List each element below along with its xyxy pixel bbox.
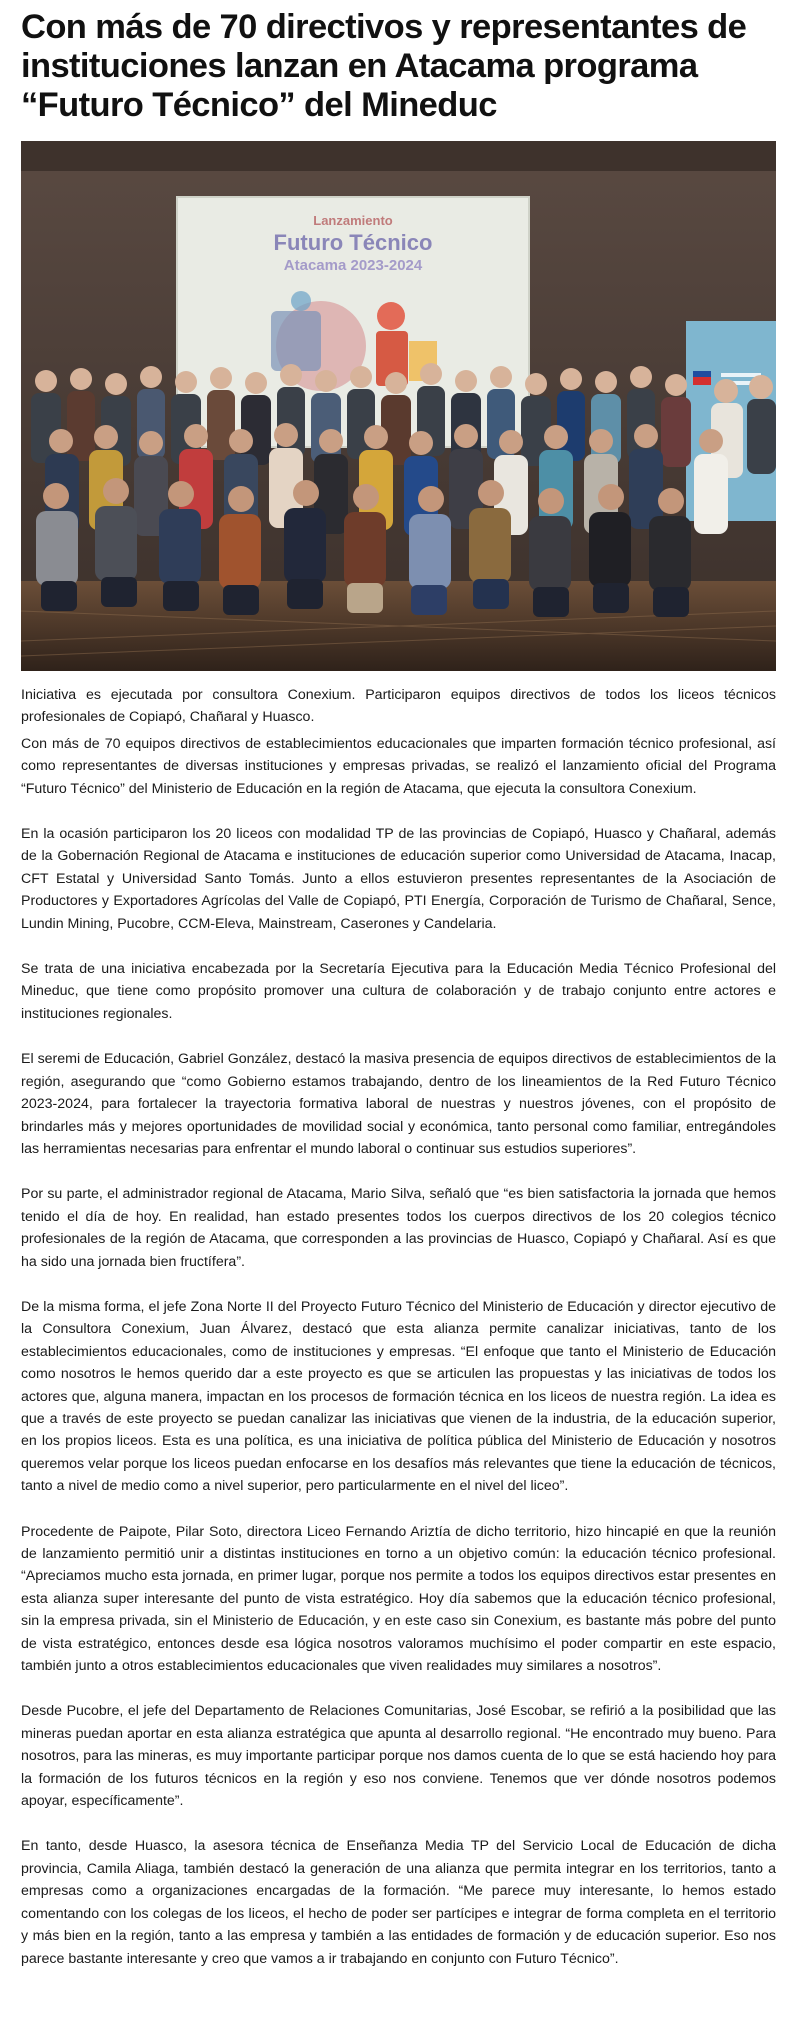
article-paragraph-4: El seremi de Educación, Gabriel González, destacó la masiva presencia de equipos directivos de establecimientos de la región, asegurando que “como Gobierno estamos trabajando, dentro de los lineamientos de la Red Futuro Técnico 2023-2024, para fortalecer la trayectoria formativa laboral de nuestras y nuestros jóvenes, con el propósito de brindarles más y mejores oportunidades de movilidad social y económica, tanto personal como familiar, entregándoles las herramientas necesarias para enfrentar el mundo laboral o continuar sus estudios superiores”. (21, 1051, 776, 1157)
article-paragraph-5: Por su parte, el administrador regional de Atacama, Mario Silva, señaló que “es bien satisfactoria la jornada que hemos tenido el día de hoy. En realidad, han estado presentes todos los cuerpos directivos de los 20 colegios técnico profesionales de la región de Atacama, que corresponden a las provincias de Huasco, Copiapó y Chañaral. Así es que ha sido una jornada bien fructífera”. (21, 1186, 776, 1270)
article-body (21, 684, 776, 1993)
article-paragraph-6: De la misma forma, el jefe Zona Norte II del Proyecto Futuro Técnico del Ministerio de Educación y director ejecutivo de la Consultora Conexium, Juan Álvarez, destacó que esta alianza permite canalizar iniciativas, tanto de los establecimientos educacionales, como de instituciones y empresas. “El enfoque que tanto el Ministerio de Educación como nosotros le hemos querido dar a este proyecto es que se articulen las propuestas y las iniciativas de todos los actores que, alguna manera, impactan en los procesos de formación técnica en los liceos de nuestra región. La idea es que a través de este proyecto se puedan canalizar las iniciativas que vienen de la industria, de la educación superior, en los propios liceos. Esta es una política, es una iniciativa de política pública del Ministerio de Educación y nosotros queremos velar porque los liceos puedan enfocarse en los desafíos más relevantes que tiene la educación de técnicos, tanto a nivel de medio como a nivel superior, pero particularmente en el nivel del liceo”. (21, 1298, 776, 1495)
article-lead: Iniciativa es ejecutada por consultora Conexium. Participaron equipos directivos de todos los liceos técnicos profesionales de Copiapó, Chañaral y Huasco. (21, 687, 776, 726)
screen-line-1: Lanzamiento (313, 213, 393, 228)
article-photo (21, 141, 776, 671)
article-title: Con más de 70 directivos y representantes de instituciones lanzan en Atacama programa “Futuro Técnico” del Mineduc (21, 8, 747, 124)
article-paragraph-3: Se trata de una iniciativa encabezada por la Secretaría Ejecutiva para la Educación Media Técnico Profesional del Mineduc, que tiene como propósito promover una cultura de colaboración y de trabajo conjunto entre actores e instituciones regionales. (21, 961, 776, 1022)
article-paragraph-7: Procedente de Paipote, Pilar Soto, directora Liceo Fernando Ariztía de dicho territorio, hizo hincapié en que la reunión de lanzamiento permitió unir a distintas instituciones en torno a un objetivo común: la educación técnico profesional. “Apreciamos mucho esta jornada, en primer lugar, porque nos permite a todos los equipos directivos estar presentes en esta alianza super interesante del punto de vista estratégico. Hoy día sabemos que la educación técnico profesional, sin la empresa privada, sin el Ministerio de Educación, y en este caso sin Conexium, es bastante más pobre del punto de vista estratégico, entonces desde esa lógica nosotros valoramos muchísimo el poder compartir en este espacio, también junto a otros establecimientos educacionales que viven realidades muy similares a nosotros”. (21, 1523, 776, 1675)
article-paragraph-8: Desde Pucobre, el jefe del Departamento de Relaciones Comunitarias, José Escobar, se refirió a la posibilidad que las mineras puedan aportar en esta alianza estratégica que apunta al desarrollo regional. “He encontrado muy bueno. Para nosotros, para las mineras, es muy importante participar porque nos damos cuenta de lo que se está haciendo hoy para la formación de los futuros técnicos en la región y eso nos conviene. Tenemos que ver dónde nosotros podemos apoyar, específicamente”. (21, 1703, 776, 1810)
article-paragraph-9: En tanto, desde Huasco, la asesora técnica de Enseñanza Media TP del Servicio Local de Educación de dicha provincia, Camila Aliaga, también destacó la generación de una alianza que permita integrar en los territorios, tanto a empresas como a organizaciones encargadas de la formación. “Me parece muy interesante, lo hemos estado comentando con los colegas de los liceos, el hecho de poder ser partícipes e integrar de forma completa en el territorio y más bien en la región, tanto a las empresa y también a las entidades de formación y de educación superior. Eso nos parece bastante interesante y creo que vamos a ir trabajando en conjunto con Futuro Técnico”. (21, 1838, 776, 1967)
article-paragraph-1: Con más de 70 equipos directivos de establecimientos educacionales que imparten formación técnico profesional, así como representantes de diversas instituciones y empresas privadas, se realizó el lanzamiento oficial del Programa “Futuro Técnico” del Ministerio de Educación en la región de Atacama, que ejecuta la consultora Conexium. (21, 735, 776, 797)
article-paragraph-2: En la ocasión participaron los 20 liceos con modalidad TP de las provincias de Copiapó, Huasco y Chañaral, además de la Gobernación Regional de Atacama e instituciones de educación superior como Universidad de Atacama, Inacap, CFT Estatal y Universidad Santo Tomás. Junto a ellos estuvieron presentes representantes de la Asociación de Productores y Exportadores Agrícolas del Valle de Copiapó, PTI Energía, Corporación de Turismo de Chañaral, Sence, Lundin Mining, Pucobre, CCM-Eleva, Mainstream, Caserones y Candelaria. (21, 826, 776, 932)
screen-line-3: Atacama 2023-2024 (283, 257, 423, 274)
screen-line-2: Futuro Técnico (273, 230, 433, 255)
article (21, 0, 776, 1967)
